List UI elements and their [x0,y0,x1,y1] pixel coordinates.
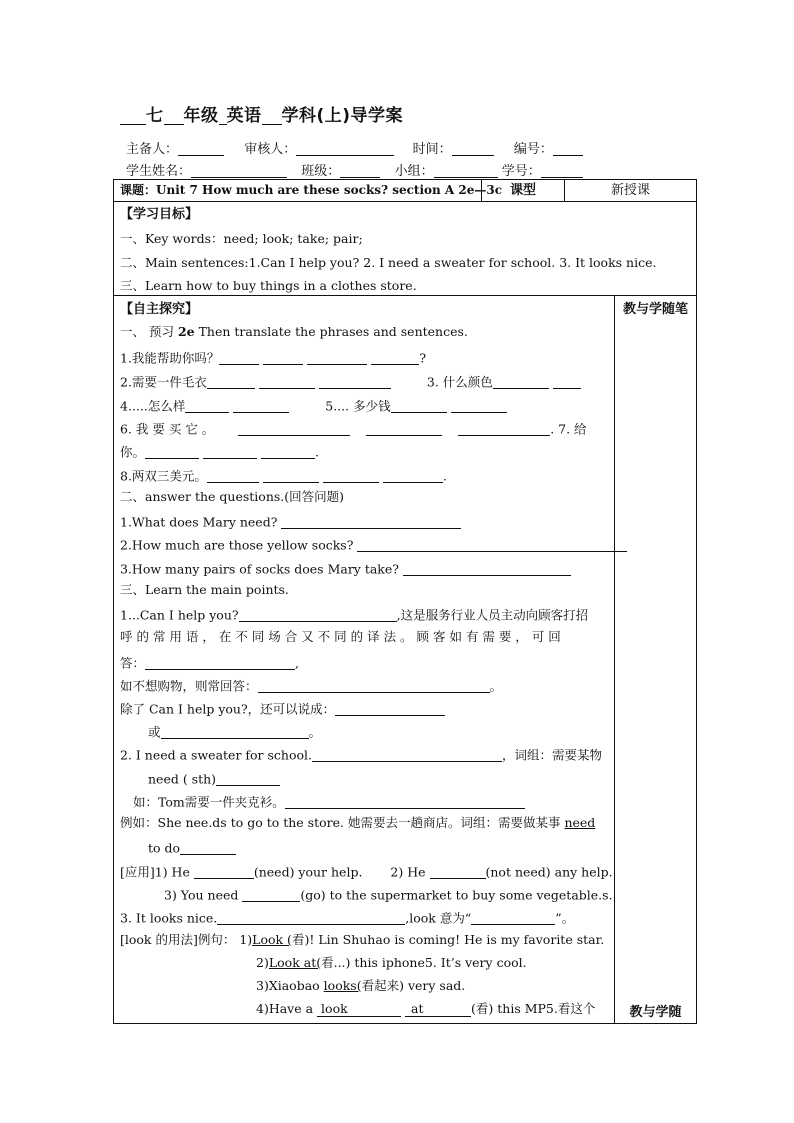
preview-rest: Then translate the phrases and sentences. [194,324,468,339]
answer-blank[interactable] [258,678,490,693]
row-divider-2 [113,295,697,296]
item-prompt: 3. 什么颜色 [426,374,493,390]
answer-blank[interactable] [219,350,259,365]
point-text: 除了 Can I help you?，还可以说成： [120,701,336,717]
point-3-line-b [120,934,604,947]
point-2-line-b [148,771,280,786]
answer-blank[interactable] [471,910,555,925]
answer-blank[interactable] [238,421,350,436]
point-text: need ( sth) [148,771,217,787]
answer-blank[interactable] [281,514,461,529]
answer-blank[interactable] [403,561,571,576]
answer-blank[interactable] [493,374,549,389]
item-prompt: 1.我能帮助你吗？ [120,350,220,366]
answer-blank[interactable] [263,468,319,483]
student-row [126,163,583,178]
answer-blank[interactable] [285,794,525,809]
point-2-line-a [120,747,602,762]
point-text: 或 [148,724,161,740]
subject-value: 英语 [226,106,262,126]
point-1-line-c: 答： , [120,655,299,671]
point-text: 如不想购物，则常回答： [120,678,258,694]
point-text: 2. I need a sweater for school. [120,747,312,763]
point-text: 4)Have a [256,1001,318,1016]
lesson-type-value: 新授课 [610,183,650,198]
answer-blank-filled[interactable] [405,1003,471,1017]
question-1 [120,514,461,529]
preparer-row [126,141,583,156]
point-1-line-b: 呼 的 常 用 语 ， 在 不 同 场 合 又 不 同 的 译 法 。 顾 客 如 有 需 要 ， 可 回 [120,629,561,644]
point-text: ”。 [555,910,575,926]
answer-blank[interactable] [307,350,367,365]
grade-value: 七 [146,106,164,126]
preview-instruction [120,326,468,339]
topic-label: 课题： [120,183,157,197]
answer-blank[interactable] [203,444,257,459]
notes-column-label: 教与学随笔 [622,302,688,317]
point-text: 3. It looks nice. [120,910,218,926]
student-name-label: 学生姓名： [126,164,192,179]
point-3-line-a [120,910,574,925]
answer-blank[interactable] [335,701,445,716]
point-phrase: look [321,1001,348,1016]
translate-item-8: 8.两双三美元。 . [120,468,447,484]
answer-blank-filled[interactable] [317,1003,401,1017]
point-text: (go) to the supermarket to buy some vegetable.s. [300,887,613,903]
answer-blank[interactable] [371,350,419,365]
point-2-line-c [133,794,525,809]
group-field[interactable] [434,163,498,178]
point-text: this iphone5. It’s very cool. [350,955,527,970]
answer-blank[interactable] [451,398,507,413]
topic-cell [120,184,502,196]
point-text: 1...Can I help you? [120,607,239,623]
point-phrase: Look at( [268,955,322,970]
point-3-line-e [256,1003,595,1017]
point-2-line-e [148,840,236,855]
item-prompt: 5.... 多少钱 [325,398,391,414]
item-prompt: 7. 给 [558,421,587,437]
preparer-label: 主备人： [126,142,179,157]
section-answer-questions: 二、answer the questions.(回答问题) [120,489,345,504]
point-text: ，词组：需要某物 [501,747,602,763]
point-3-line-c [256,957,527,970]
preparer-field[interactable] [178,141,224,156]
question-text: 3.How many pairs of socks does Mary take? [120,561,399,577]
translate-item-4-5 [120,398,507,413]
point-text: [look 的用法]例句： 1) [120,932,253,947]
answer-blank[interactable] [366,421,442,436]
table-left-border [113,179,114,1024]
reviewer-label: 审核人： [244,142,297,157]
item-prompt: 你。 [120,444,146,460]
table-right-border [696,179,697,1024]
answer-blank[interactable] [259,374,315,389]
answer-blank[interactable] [145,444,199,459]
translate-item-2-3 [120,374,581,389]
answer-blank[interactable] [391,398,447,413]
item-prompt: 6. 我 要 买 它 。 [120,421,215,437]
item-prompt: 4.....怎么样 [120,398,186,414]
point-text: 例如：She nee.ds to go to the store. 她需要去一趟商店。词组：需要做某事 [120,815,561,830]
time-label: 时间： [412,142,452,157]
question-2 [120,537,627,552]
student-no-field[interactable] [541,163,583,178]
answer-blank[interactable] [357,537,627,552]
answer-blank[interactable] [263,350,303,365]
class-label: 班级： [301,164,341,179]
table-bottom-border [113,1023,697,1024]
application-line-1 [120,864,613,879]
translate-item-7b: 你。 . [120,444,319,460]
answer-blank[interactable] [217,910,405,925]
explore-heading: 【自主探究】 [120,302,199,317]
goals-line: 三、Learn how to buy things in a clothes store. [120,278,417,293]
point-1-line-e [120,701,445,716]
point-text: 看...) [321,955,351,970]
answer-blank[interactable] [261,444,315,459]
answer-blank[interactable] [216,771,280,786]
group-label: 小组： [394,164,434,179]
point-text: [应用]1) He [120,864,190,880]
answer-blank[interactable] [312,747,502,762]
application-line-2 [164,887,613,902]
point-3-line-d [256,980,465,993]
item-prompt: 2.需要一件毛衣 [120,374,207,390]
table-top-border [113,179,697,180]
preview-prefix: 一、 预习 [120,324,178,339]
question-3 [120,561,571,576]
point-text: ,这是服务行业人员主动向顾客打招 [396,607,589,623]
reviewer-field[interactable] [296,141,394,156]
point-text: ! Lin Shuhao is coming! He is my favorite star. [309,932,605,947]
lesson-type-label: 课型 [509,183,536,198]
number-label: 编号： [513,142,553,157]
answer-blank[interactable] [239,607,397,622]
translate-item-1: 1.我能帮助你吗？ ? [120,350,427,366]
answer-blank[interactable] [145,655,295,670]
point-text: 如：Tom需要一件夹克衫。 [133,794,285,810]
point-text: 3)Xiaobao [256,978,324,993]
point-text: 3) You need [164,887,239,903]
topic-value: Unit 7 How much are these socks? section A 2e—3c [156,183,503,197]
side-column-divider [614,295,615,1023]
point-text: 看) [291,932,310,947]
point-2-line-d [120,817,595,830]
point-phrase: looks( [323,978,362,993]
goals-heading: 【学习目标】 [120,207,199,222]
point-1-line-a [120,607,588,622]
student-no-label: 学号： [501,164,541,179]
item-prompt: 8.两双三美元。 [120,468,207,484]
number-field[interactable] [553,141,583,156]
point-text: (看) this MP5.看这个 [471,1001,596,1016]
answer-blank[interactable] [185,398,229,413]
point-text: 2) He [390,864,426,880]
point-phrase: need [564,815,596,830]
point-phrase: to do [148,840,181,856]
answer-blank[interactable] [233,398,289,413]
point-text: ,look 意为“ [405,910,472,926]
answer-blank[interactable] [553,374,581,389]
question-text: 2.How much are those yellow socks? [120,537,354,553]
point-text: 看起来) [361,978,404,993]
grade-suffix: 年级 [183,106,219,126]
question-text: 1.What does Mary need? [120,514,278,530]
point-text: (need) your help. [253,864,363,880]
answer-blank[interactable] [180,840,236,855]
point-text: very sad. [403,978,466,993]
goals-line: 一、Key words：need; look; take; pair; [120,231,363,246]
point-phrase: at [411,1001,424,1016]
answer-blank[interactable] [319,374,391,389]
point-text: 2) [256,955,269,970]
answer-blank[interactable] [194,864,254,879]
row-divider-1 [113,201,697,202]
point-text: (not need) any help. [485,864,613,880]
point-text: 答： [120,655,146,671]
page-title [120,108,403,125]
point-1-line-d: 如不想购物，则常回答： 。 [120,678,503,694]
notes-column-label-bottom: 教与学随 [629,1005,682,1020]
point-phrase: Look ( [252,932,292,947]
subject-suffix: 学科(上)导学案 [281,106,404,126]
answer-blank[interactable] [242,887,300,902]
student-name-field[interactable] [191,163,287,178]
point-1-line-f: 或 。 [148,724,322,740]
time-field[interactable] [452,141,494,156]
answer-blank[interactable] [458,421,550,436]
goals-line: 二、Main sentences:1.Can I help you? 2. I need a sweater for school. 3. It looks nice. [120,255,657,270]
translate-item-6-7: 6. 我 要 买 它 。 . 7. 给 [120,421,587,437]
answer-blank[interactable] [161,724,309,739]
answer-blank[interactable] [323,468,379,483]
answer-blank[interactable] [207,374,255,389]
answer-blank[interactable] [383,468,443,483]
preview-exercise: 2e [177,324,195,339]
section-main-points: 三、Learn the main points. [120,582,289,597]
answer-blank[interactable] [430,864,486,879]
answer-blank[interactable] [207,468,259,483]
class-field[interactable] [340,163,380,178]
